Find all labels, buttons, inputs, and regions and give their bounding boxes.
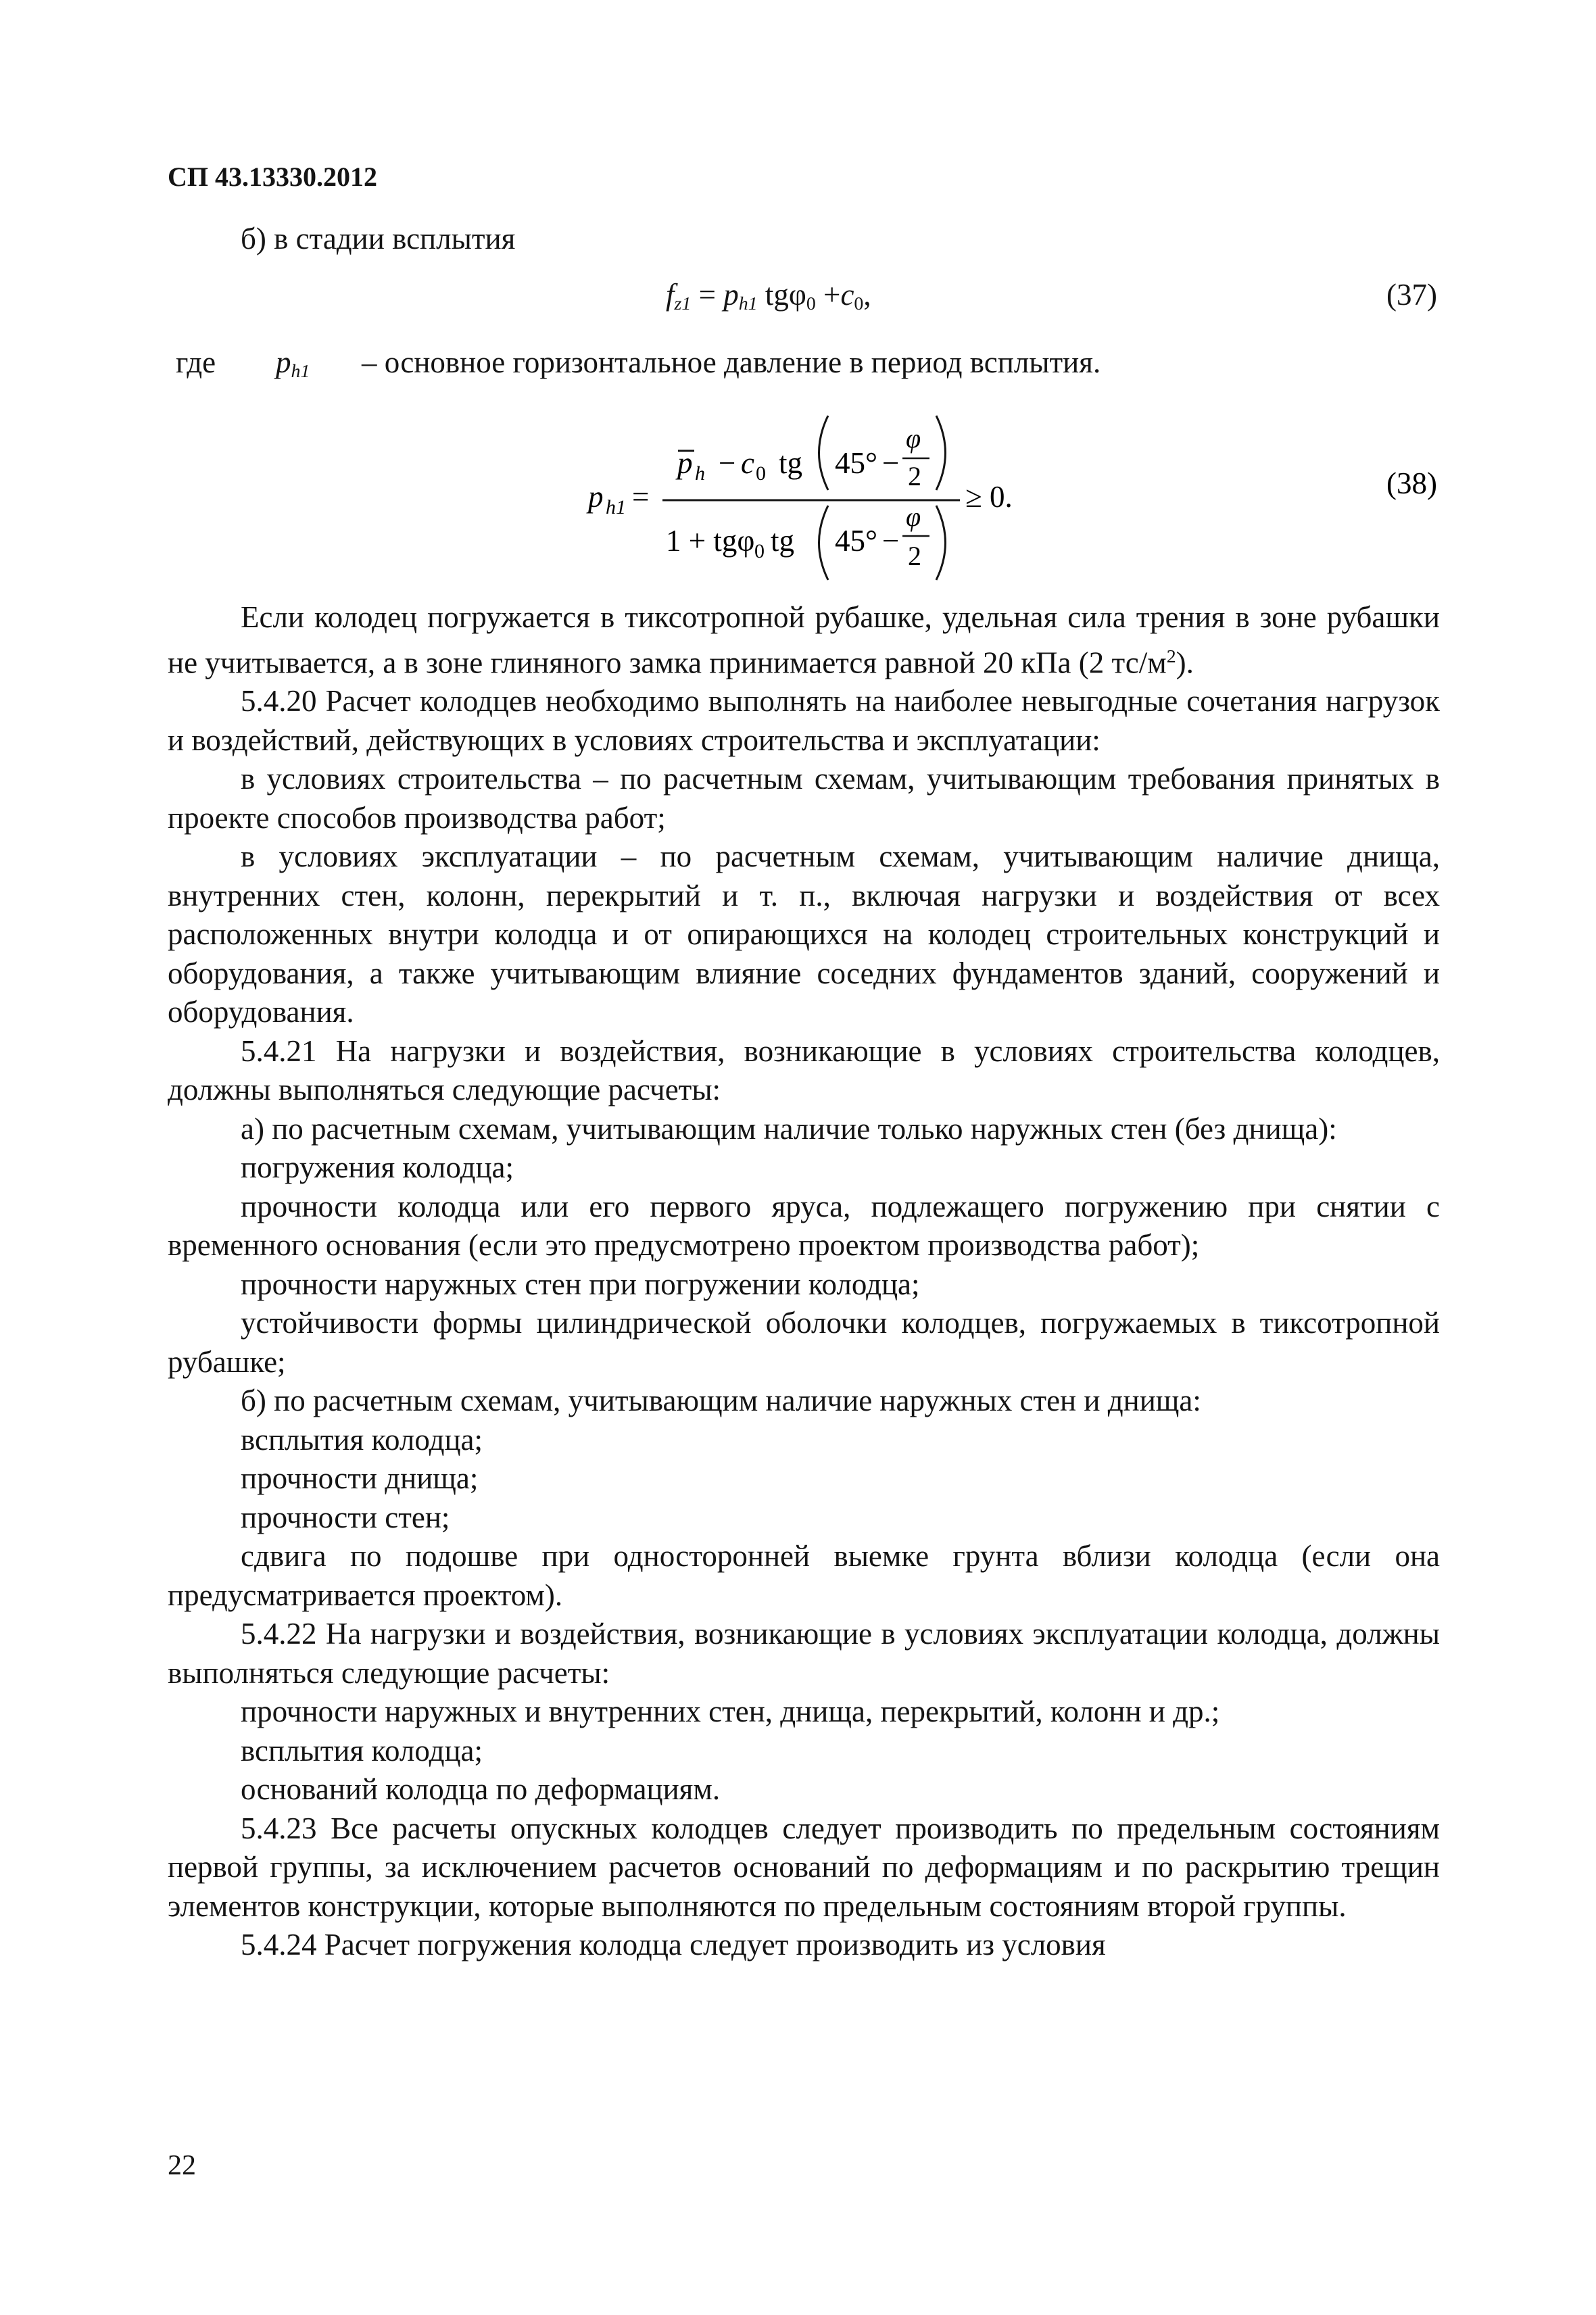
f38-num-angle: 45° (835, 446, 877, 480)
list-item: прочности стен; (241, 1500, 450, 1534)
f38-num-rparen (936, 416, 946, 490)
f38-num-lparen (819, 416, 829, 490)
paragraph-tixotropic: Если колодец погружается в тиксотропной рубашке, удельная сила трения в зоне рубашки не учитывается, а в зоне глиняного замка принимается равной 20 кПа (2 $тс/м^2$). (168, 600, 1440, 679)
f38-num-tg: tg (779, 446, 803, 480)
f38-den-phi: φ (906, 502, 921, 532)
f38-den-minus: − (882, 524, 900, 558)
list-item: прочности днища; (241, 1461, 479, 1496)
f38-num-minus: − (719, 446, 736, 480)
where-word: где (176, 345, 216, 379)
f38-den-angle: 45° (835, 524, 877, 558)
f38-num-minus2: − (882, 446, 900, 480)
f38-eq: = (632, 480, 650, 514)
paragraph-5-4-20: 5.4.20 Расчет колодцев необходимо выполнять на наиболее невыгодные сочетания нагрузок и воздействий, действующих в условиях строительства и эксплуатации: (168, 684, 1440, 757)
f38-num-c-sub: 0 (756, 462, 766, 485)
stage-line-block (168, 220, 1440, 259)
f38-den-tg: tg (771, 524, 795, 558)
f38-den-two: 2 (908, 541, 921, 571)
list-item: всплытия колодца; (241, 1422, 483, 1457)
formula-38-svg (0, 406, 1596, 595)
page-number: 22 (168, 2150, 196, 2181)
equation-number-38: (38) (1386, 466, 1437, 500)
where-definition: – основное горизонтальное давление в период всплытия. (362, 345, 1101, 379)
f38-num-two: 2 (908, 461, 921, 491)
f38-num-c: c (741, 446, 754, 480)
f38-num-p: p (677, 446, 693, 480)
f38-den-lparen (819, 506, 829, 580)
f38-num-phi: φ (906, 423, 921, 454)
f38-den-rparen (936, 506, 946, 580)
document-code: СП 43.13330.2012 (168, 162, 377, 192)
equation-number-37: (37) (1386, 278, 1437, 312)
f38-num-p-sub: h (695, 462, 705, 485)
formula-38 (0, 406, 1596, 595)
list-item: устойчивости формы цилиндрической оболочки колодцев, погружаемых в тиксотропной рубашке; (168, 1306, 1440, 1379)
where-symbol: $p_{h1}$ (276, 345, 310, 382)
paragraph-item-b: б) по расчетным схемам, учитывающим наличие наружных стен и днища: (241, 1384, 1201, 1418)
list-item: прочности наружных и внутренних стен, днища, перекрытий, колонн и др.; (241, 1695, 1220, 1729)
paragraph-item-a: а) по расчетным схемам, учитывающим наличие только наружных стен (без днища): (241, 1111, 1337, 1146)
paragraph-operation-conditions: в условиях эксплуатации – по расчетным схемам, учитывающим наличие днища, внутренних стен, колонн, перекрытий и т. п., включая нагрузки и воздействия от всех расположенных внутри колодца и от опирающихся на колодец строительных конструкций и оборудования, а также учитывающим влияние соседних фундаментов зданий, сооружений и оборудования. (168, 839, 1440, 1029)
formula-37-body: $f_{z1} = p_{h1}$ $tg\varphi_0 +c_0$, (666, 278, 871, 314)
f38-lhs-sub: h1 (606, 496, 626, 518)
f38-rhs: ≥ 0. (965, 480, 1013, 514)
list-item: погружения колодца; (241, 1150, 514, 1185)
f38-den-one-sub: 0 (754, 540, 765, 562)
list-item: оснований колодца по деформациям. (241, 1772, 721, 1807)
paragraph-5-4-24: 5.4.24 Расчет погружения колодца следует производить из условия (241, 1928, 1106, 1962)
paragraph-5-4-21: 5.4.21 На нагрузки и воздействия, возникающие в условиях строительства колодцев, должны выполняться следующие расчеты: (168, 1033, 1440, 1107)
paragraph-construction-conditions: в условиях строительства – по расчетным схемам, учитывающим требования принятых в проекте способов производства работ; (168, 762, 1440, 835)
list-item: сдвига по подошве при односторонней выемке грунта вблизи колодца (если она предусматривается проектом). (168, 1539, 1440, 1612)
paragraph-5-4-22: 5.4.22 На нагрузки и воздействия, возникающие в условиях эксплуатации колодца, должны выполняться следующие расчеты: (168, 1617, 1440, 1690)
list-item: всплытия колодца; (241, 1733, 483, 1768)
list-item: прочности колодца или его первого яруса, подлежащего погружению при снятии с временного основания (если это предусмотрено проектом производства работ); (168, 1189, 1440, 1263)
list-item: прочности наружных стен при погружении колодца; (241, 1267, 920, 1301)
body-text (168, 598, 1440, 1965)
paragraph-5-4-23: 5.4.23 Все расчеты опускных колодцев следует производить по предельным состояниям первой группы, за исключением расчетов оснований по деформациям и по раскрытию трещин элементов конструкции, которые выполняются по предельным состояниям второй группы. (168, 1811, 1440, 1923)
f38-lhs: p (588, 480, 604, 514)
stage-line: б) в стадии всплытия (241, 222, 516, 255)
f38-den-one: 1 + tgφ (666, 524, 755, 558)
